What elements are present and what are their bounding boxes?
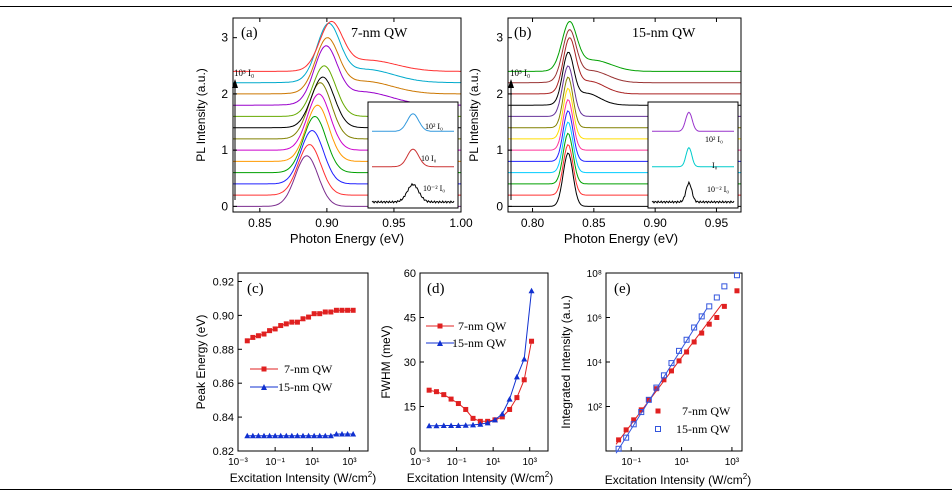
- panel-e-ytick-label-2: 10⁶: [586, 313, 602, 325]
- panel-e-point-0-0: [616, 437, 621, 442]
- panel-c-legend-marker-7nm: [262, 367, 267, 372]
- panel-e-point-0-11: [699, 331, 704, 336]
- panel-b-arrow-head: [508, 79, 514, 88]
- panel-b-ytick-label-3: 3: [496, 30, 503, 45]
- panel-b-label: (b): [514, 25, 532, 41]
- panel-b-xtick-label-3: 0.95: [704, 216, 729, 230]
- panel-d-point-1-14: [529, 288, 535, 294]
- panel-b-ytick-label-2: 2: [496, 86, 503, 101]
- panel-d-ytick-label-0: 0: [409, 446, 416, 458]
- panel-a-inset-label-low: 10⁻² I₀: [423, 184, 446, 193]
- panel-c-xlabel-close: ): [372, 471, 377, 485]
- panel-a-curve-12: [233, 21, 461, 71]
- panel-d-point-1-11: [507, 396, 513, 402]
- panel-c-point-0-6: [278, 323, 283, 328]
- panel-c-point-0-12: [312, 311, 317, 316]
- panel-c-label: (c): [247, 281, 264, 297]
- panel-e-xtick-label-0: 10⁻¹: [621, 457, 642, 468]
- panel-b-ytick-label-0: 0: [496, 199, 503, 214]
- panel-e-label: (e): [614, 281, 631, 297]
- panel-c-ylabel: Peak Energy (eV): [194, 314, 208, 410]
- panel-b-sample-label: 15-nm QW: [632, 26, 696, 41]
- panel-b-inset-label-high: 10² I₀: [705, 135, 723, 144]
- panel-d-xlabel: [407, 470, 554, 485]
- panel-e-xtick-label-2: 10³: [724, 457, 740, 468]
- panel-c-xtick-label-0: 10⁻³: [228, 457, 248, 468]
- panel-a-inset: [368, 102, 458, 208]
- panel-e-point-0-14: [722, 304, 727, 309]
- panel-a-xlabel: Photon Energy (eV): [289, 231, 405, 246]
- panel-c-ytick-label-5: 0.92: [212, 276, 234, 289]
- panel-d-label: (d): [427, 281, 445, 297]
- panel-d: [404, 268, 554, 485]
- panel-e-point-0-10: [692, 339, 697, 344]
- panel-e-xlabel-close: ): [747, 473, 752, 487]
- panel-d-point-0-0: [427, 388, 432, 393]
- panel-d-point-1-13: [521, 356, 527, 362]
- panel-d-xtick-label-2: 10¹: [485, 457, 501, 468]
- panel-d-point-0-12: [514, 395, 519, 400]
- panel-d-point-0-6: [471, 416, 476, 421]
- panel-e-xlabel-sup: 2: [742, 472, 748, 481]
- panel-d-point-1-12: [514, 374, 520, 380]
- panel-d-series: [426, 288, 534, 428]
- panel-e-point-0-13: [714, 315, 719, 320]
- panel-d-point-0-5: [463, 407, 468, 412]
- panel-a-curve-11: [233, 23, 461, 82]
- panel-d-xtick-label-0: 10⁻³: [410, 457, 430, 468]
- panel-b-inset: [648, 102, 738, 208]
- panel-c-ytick-label-0: 0.82: [212, 446, 234, 458]
- panel-d-xtick-label-3: 10³: [522, 457, 537, 468]
- panel-a-xtick-label-3: 1.00: [449, 216, 473, 230]
- panel-d-ticks: [404, 268, 538, 468]
- panel-c-point-0-16: [334, 308, 339, 313]
- panel-e-point-0-8: [677, 358, 682, 363]
- panel-d-legend-marker-7nm: [438, 324, 443, 329]
- panel-b-xtick-label-2: 0.90: [643, 216, 667, 230]
- panel-c-point-0-9: [295, 320, 300, 325]
- panel-d-xlabel-sup: 2: [544, 470, 550, 479]
- panel-d-point-0-2: [441, 392, 446, 397]
- panel-d-point-0-13: [522, 377, 527, 382]
- panel-b-ytick-label-1: 1: [496, 143, 503, 158]
- panel-c-point-0-19: [351, 308, 356, 313]
- panel-a-xtick-label-2: 0.95: [382, 216, 406, 230]
- panel-e-ytick-label-3: 10⁸: [586, 269, 602, 280]
- panel-d-ytick-label-4: 60: [403, 268, 416, 280]
- panel-b-curve-9: [508, 52, 741, 105]
- panel-e-ylabel: Integrated Intensity (a.u.): [559, 295, 573, 429]
- panel-a-ytick-label-0: 0: [221, 199, 228, 214]
- panel-c-xlabel: [230, 470, 377, 485]
- panel-c-point-0-2: [256, 333, 261, 338]
- panel-c: [213, 273, 377, 485]
- panel-c-point-0-18: [345, 308, 350, 313]
- panel-d-ylabel: FWHM (meV): [379, 325, 393, 399]
- panel-c-point-0-4: [267, 328, 272, 333]
- panel-b: [496, 18, 741, 246]
- panel-c-point-0-0: [245, 338, 250, 343]
- panel-c-point-0-3: [262, 332, 267, 337]
- panel-d-frame: [420, 273, 548, 451]
- panel-e-point-0-15: [734, 288, 739, 293]
- panel-c-ytick-label-4: 0.90: [212, 310, 234, 323]
- panel-d-series-line-1: [429, 291, 531, 426]
- panel-b-ylabel: PL Intensity (a.u.): [467, 68, 481, 162]
- panel-b-xtick-label-1: 0.85: [582, 216, 606, 230]
- panel-d-point-0-1: [434, 389, 439, 394]
- panel-c-point-0-17: [340, 308, 345, 313]
- panel-c-point-0-8: [289, 320, 294, 325]
- panel-a-ylabel: PL Intensity (a.u.): [194, 68, 208, 162]
- panel-e-point-1-13: [714, 295, 719, 300]
- panel-c-point-0-11: [306, 315, 311, 320]
- panel-c-xtick-label-2: 10¹: [305, 457, 320, 468]
- panel-b-xlabel: Photon Energy (eV): [563, 231, 679, 246]
- panel-d-ytick-label-1: 15: [403, 401, 416, 414]
- panel-b-curve-12: [508, 22, 741, 72]
- panel-b-curve-11: [508, 30, 741, 83]
- panel-b-curve-10: [508, 38, 741, 94]
- panel-e-ytick-label-1: 10⁴: [586, 358, 602, 369]
- panel-b-inset-label-mid: I₀: [712, 161, 718, 170]
- panel-e-xlabel-text: Excitation Intensity (W/cm: [604, 473, 743, 487]
- panel-c-xtick-label-3: 10³: [342, 457, 357, 468]
- panel-d-ytick-label-2: 30: [403, 357, 416, 369]
- panel-e-point-1-14: [722, 284, 727, 289]
- panel-c-point-0-1: [250, 335, 255, 340]
- panel-d-point-1-10: [499, 411, 505, 417]
- panel-e-point-0-7: [669, 368, 674, 373]
- panel-e-point-0-12: [707, 322, 712, 327]
- panel-a-ytick-label-3: 3: [221, 30, 228, 45]
- panel-d-point-0-11: [507, 407, 512, 412]
- panel-c-point-0-10: [301, 316, 306, 321]
- panel-d-legend-7nm: 7-nm QW: [458, 319, 507, 333]
- panel-e-legend-marker-15nm: [656, 427, 661, 432]
- panel-d-legend-15nm: 15-nm QW: [452, 336, 507, 350]
- panel-e-ytick-label-0: 10²: [587, 402, 602, 414]
- panel-e-legend-15nm: 15-nm QW: [676, 422, 731, 436]
- panel-c-ytick-label-2: 0.86: [212, 378, 234, 391]
- panel-a-inset-label-mid: 10 I₀: [421, 154, 437, 163]
- panel-a-ytick-label-2: 2: [221, 86, 228, 101]
- panel-a-sample-label: 7-nm QW: [351, 26, 408, 41]
- panel-b-xtick-label-0: 0.80: [520, 216, 545, 230]
- panel-c-point-0-7: [284, 321, 289, 326]
- panel-e-legend-7nm: 7-nm QW: [682, 404, 731, 418]
- panel-a-inset-label-high: 10² I₀: [425, 122, 443, 131]
- panel-e-point-0-9: [684, 349, 689, 354]
- panel-d-xtick-label-1: 10⁻¹: [446, 457, 467, 468]
- panel-c-xtick-label-1: 10⁻¹: [265, 457, 286, 468]
- panel-c-point-0-15: [328, 309, 333, 314]
- panel-a-curve-9: [233, 46, 461, 105]
- panel-a-arrow-label: 10³ I₀: [234, 68, 255, 78]
- panel-d-xlabel-close: ): [549, 471, 554, 485]
- panel-c-legend-15nm: 15-nm QW: [278, 380, 333, 394]
- panel-d-ytick-label-3: 45: [403, 312, 416, 325]
- panel-e: [587, 269, 752, 487]
- panel-c-ytick-label-3: 0.88: [212, 344, 234, 357]
- panel-c-legend-7nm: 7-nm QW: [284, 362, 333, 376]
- panel-a-xtick-label-0: 0.85: [248, 216, 272, 230]
- panel-e-legend-marker-7nm: [656, 409, 661, 414]
- panel-d-xlabel-text: Excitation Intensity (W/cm: [406, 471, 545, 485]
- panel-c-point-0-5: [273, 326, 278, 331]
- panel-e-ticks: [587, 269, 740, 468]
- panel-a-ytick-label-1: 1: [221, 143, 228, 158]
- panel-e-point-1-12: [707, 304, 712, 309]
- panel-a-xtick-label-1: 0.90: [315, 216, 339, 230]
- panel-a-label: (a): [241, 25, 258, 41]
- panel-e-xtick-label-1: 10¹: [674, 457, 689, 468]
- panel-d-series-line-0: [429, 341, 531, 421]
- panel-b-inset-label-low: 10⁻² I₀: [707, 185, 730, 194]
- panel-d-point-0-14: [529, 339, 534, 344]
- panel-e-xlabel: [605, 472, 752, 487]
- panel-c-xlabel-sup: 2: [367, 470, 373, 479]
- panel-c-xlabel-text: Excitation Intensity (W/cm: [229, 471, 368, 485]
- panel-e-point-0-1: [624, 427, 629, 432]
- panel-c-point-0-14: [323, 309, 328, 314]
- panel-b-arrow-label: 10³ I₀: [510, 68, 531, 78]
- panel-c-point-0-13: [317, 311, 322, 316]
- panel-d-point-0-3: [449, 397, 454, 402]
- panel-d-point-0-4: [456, 401, 461, 406]
- panel-a: [221, 18, 473, 246]
- panel-c-ytick-label-1: 0.84: [212, 412, 234, 425]
